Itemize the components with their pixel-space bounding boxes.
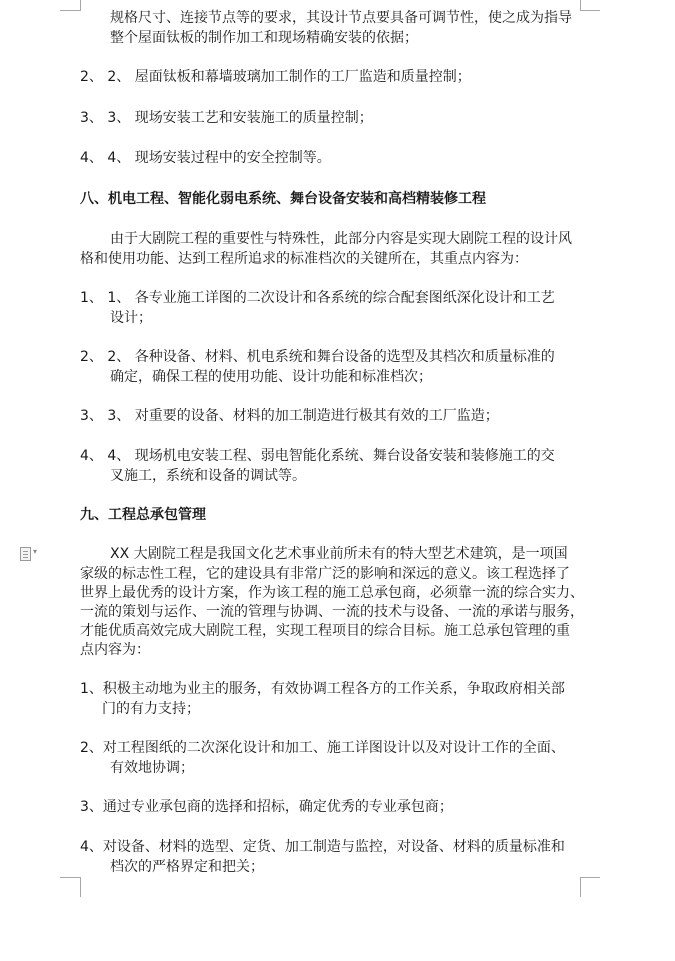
list-item: 4、 4、 现场机电安装工程、弱电智能化系统、舞台设备安装和装修施工的交	[80, 448, 555, 464]
continuation-line: 整个屋面钛板的制作加工和现场精确安装的依据；	[110, 30, 418, 46]
crop-mark-bottom-left-v	[80, 877, 81, 897]
paragraph-line: 家级的标志性工程，它的建设具有非常广泛的影响和深远的意义。该工程选择了	[80, 566, 570, 582]
list-item: 3、通过专业承包商的选择和招标，确定优秀的专业承包商；	[80, 799, 453, 815]
list-item: 2、 2、 屋面钛板和幕墙玻璃加工制作的工厂监造和质量控制；	[80, 69, 471, 85]
crop-mark-top-left	[60, 10, 80, 11]
document-paragraph-icon[interactable]: ▾	[20, 547, 42, 561]
paragraph-line: 由于大剧院工程的重要性与特殊性，此部分内容是实现大剧院工程的设计风	[110, 231, 572, 247]
list-item-cont: 门的有力支持；	[102, 701, 200, 717]
crop-mark-bottom-right	[580, 877, 600, 878]
list-item: 3、 3、 现场安装工艺和安装施工的质量控制；	[80, 110, 373, 126]
list-item-cont: 确定，确保工程的使用功能、设计功能和标准档次；	[110, 369, 432, 385]
section-heading: 八、机电工程、智能化弱电系统、舞台设备安装和高档精装修工程	[80, 191, 486, 207]
list-item: 1、 1、 各专业施工详图的二次设计和各系统的综合配套图纸深化设计和工艺	[80, 290, 555, 306]
list-item: 4、 4、 现场安装过程中的安全控制等。	[80, 150, 331, 166]
paragraph-line: 世界上最优秀的设计方案，作为该工程的施工总承包商，必须靠一流的综合实力、	[80, 585, 584, 601]
section-heading: 九、工程总承包管理	[80, 507, 206, 523]
paragraph-line: XX 大剧院工程是我国文化艺术事业前所未有的特大型艺术建筑，是一项国	[110, 546, 568, 562]
paragraph-line: 才能优质高效完成大剧院工程，实现工程项目的综合目标。施工总承包管理的重	[80, 623, 570, 639]
crop-mark-bottom-right-v	[580, 877, 581, 897]
list-item: 1、积极主动地为业主的服务，有效协调工程各方的工作关系，争取政府相关部	[80, 681, 565, 697]
paragraph-line: 点内容为：	[80, 642, 150, 658]
crop-mark-bottom-left	[60, 877, 80, 878]
list-item: 3、 3、 对重要的设备、材料的加工制造进行极其有效的工厂监造；	[80, 408, 499, 424]
list-item: 2、 2、 各种设备、材料、机电系统和舞台设备的选型及其档次和质量标准的	[80, 349, 555, 365]
list-item: 2、对工程图纸的二次深化设计和加工、施工详图设计以及对设计工作的全面、	[80, 740, 565, 756]
paragraph-line: 格和使用功能、达到工程所追求的标准档次的关键所在，其重点内容为：	[80, 251, 528, 267]
paragraph-line: 一流的策划与运作、一流的管理与协调、一流的技术与设备、一流的承诺与服务，	[80, 604, 584, 620]
list-item-cont: 设计；	[110, 310, 152, 326]
list-item-cont: 有效地协调；	[110, 760, 194, 776]
list-item: 4、对设备、材料的选型、定货、加工制造与监控，对设备、材料的质量标准和	[80, 839, 565, 855]
continuation-line: 规格尺寸、连接节点等的要求，其设计节点要具备可调节性，使之成为指导	[110, 10, 572, 26]
list-item-cont: 档次的严格界定和把关；	[110, 859, 264, 875]
list-item-cont: 叉施工，系统和设备的调试等。	[110, 468, 306, 484]
